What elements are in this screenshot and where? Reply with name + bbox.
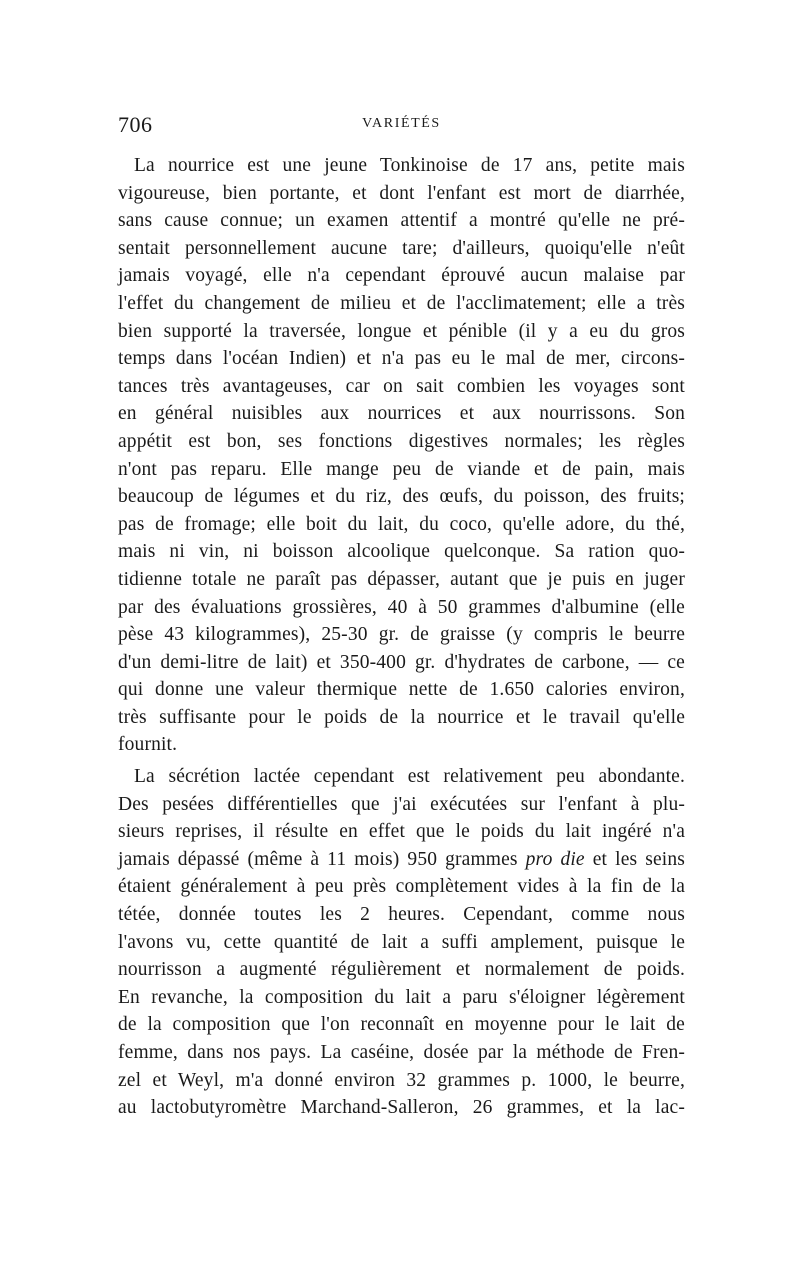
body-text (118, 152, 685, 1122)
text-line-with-italic (118, 846, 685, 874)
text-line: au lactobutyromètre Marchand-Salleron, 26 grammes, et la lac- (118, 1097, 685, 1119)
text-line: tances très avantageuses, car on sait combien les voyages sont (118, 375, 685, 397)
text-line: appétit est bon, ses fonctions digestives normales; les règles (118, 430, 685, 452)
text-line: pas de fromage; elle boit du lait, du coco, qu'elle adore, du thé, (118, 513, 685, 535)
text-line: très suffisante pour le poids de la nourrice et le travail qu'elle (118, 706, 685, 728)
text-line: fournit. (118, 734, 178, 756)
text-line: Des pesées différentielles que j'ai exécutées sur l'enfant à plu- (118, 793, 685, 815)
text-segment: et les seins (592, 848, 685, 870)
text-line: de la composition que l'on reconnaît en moyenne pour le lait de (118, 1014, 685, 1036)
text-line: l'effet du changement de milieu et de l'acclimatement; elle a très (118, 292, 685, 314)
text-line: sieurs reprises, il résulte en effet que le poids du lait ingéré n'a (118, 821, 685, 843)
text-line: par des évaluations grossières, 40 à 50 grammes d'albumine (elle (118, 596, 685, 618)
text-line: n'ont pas reparu. Elle mange peu de viande et de pain, mais (118, 458, 685, 480)
text-line: tétée, donnée toutes les 2 heures. Cependant, comme nous (118, 904, 685, 926)
text-line: sentait personnellement aucune tare; d'ailleurs, quoiqu'elle n'eût (118, 237, 685, 259)
text-line: temps dans l'océan Indien) et n'a pas eu le mal de mer, circons- (118, 348, 685, 370)
text-line: qui donne une valeur thermique nette de 1.650 calories environ, (118, 679, 685, 701)
italic-phrase: pro die (525, 848, 585, 870)
text-line: La sécrétion lactée cependant est relativement peu abondante. (134, 766, 685, 788)
text-line: femme, dans nos pays. La caséine, dosée par la méthode de Fren- (118, 1042, 685, 1063)
text-line: nourrisson a augmenté régulièrement et normalement de poids. (118, 959, 685, 981)
text-line: l'avons vu, cette quantité de lait a suffi amplement, puisque le (118, 931, 685, 953)
text-line: bien supporté la traversée, longue et pénible (il y a eu du gros (118, 320, 685, 342)
text-line: jamais voyagé, elle n'a cependant éprouvé aucun malaise par (118, 265, 685, 287)
text-line: La nourrice est une jeune Tonkinoise de 17 ans, petite mais (134, 155, 685, 176)
page-header (118, 112, 685, 142)
text-segment: jamais dépassé (même à 11 mois) 950 grammes (118, 848, 518, 870)
text-line: tidienne totale ne paraît pas dépasser, autant que je puis en juger (118, 568, 685, 590)
text-line: En revanche, la composition du lait a paru s'éloigner légèrement (118, 986, 685, 1008)
text-line: mais ni vin, ni boisson alcoolique quelconque. Sa ration quo- (118, 541, 685, 563)
text-line: sans cause connue; un examen attentif a montré qu'elle ne pré- (118, 210, 685, 232)
paragraph-2 (118, 763, 685, 1122)
text-line: étaient généralement à peu près complètement vides à la fin de la (118, 876, 685, 898)
running-head: VARIÉTÉS (362, 116, 441, 131)
text-line: beaucoup de légumes et du riz, des œufs, du poisson, des fruits; (118, 486, 685, 508)
text-line: zel et Weyl, m'a donné environ 32 grammes p. 1000, le beurre, (118, 1069, 685, 1091)
page-number: 706 (118, 112, 153, 137)
text-line: d'un demi-litre de lait) et 350-400 gr. d'hydrates de carbone, — ce (118, 651, 685, 673)
text-line: pèse 43 kilogrammes), 25-30 gr. de graisse (y compris le beurre (118, 624, 685, 646)
paragraph-1 (118, 152, 685, 759)
text-line: vigoureuse, bien portante, et dont l'enfant est mort de diarrhée, (118, 182, 685, 204)
text-line: en général nuisibles aux nourrices et aux nourrissons. Son (118, 403, 685, 425)
